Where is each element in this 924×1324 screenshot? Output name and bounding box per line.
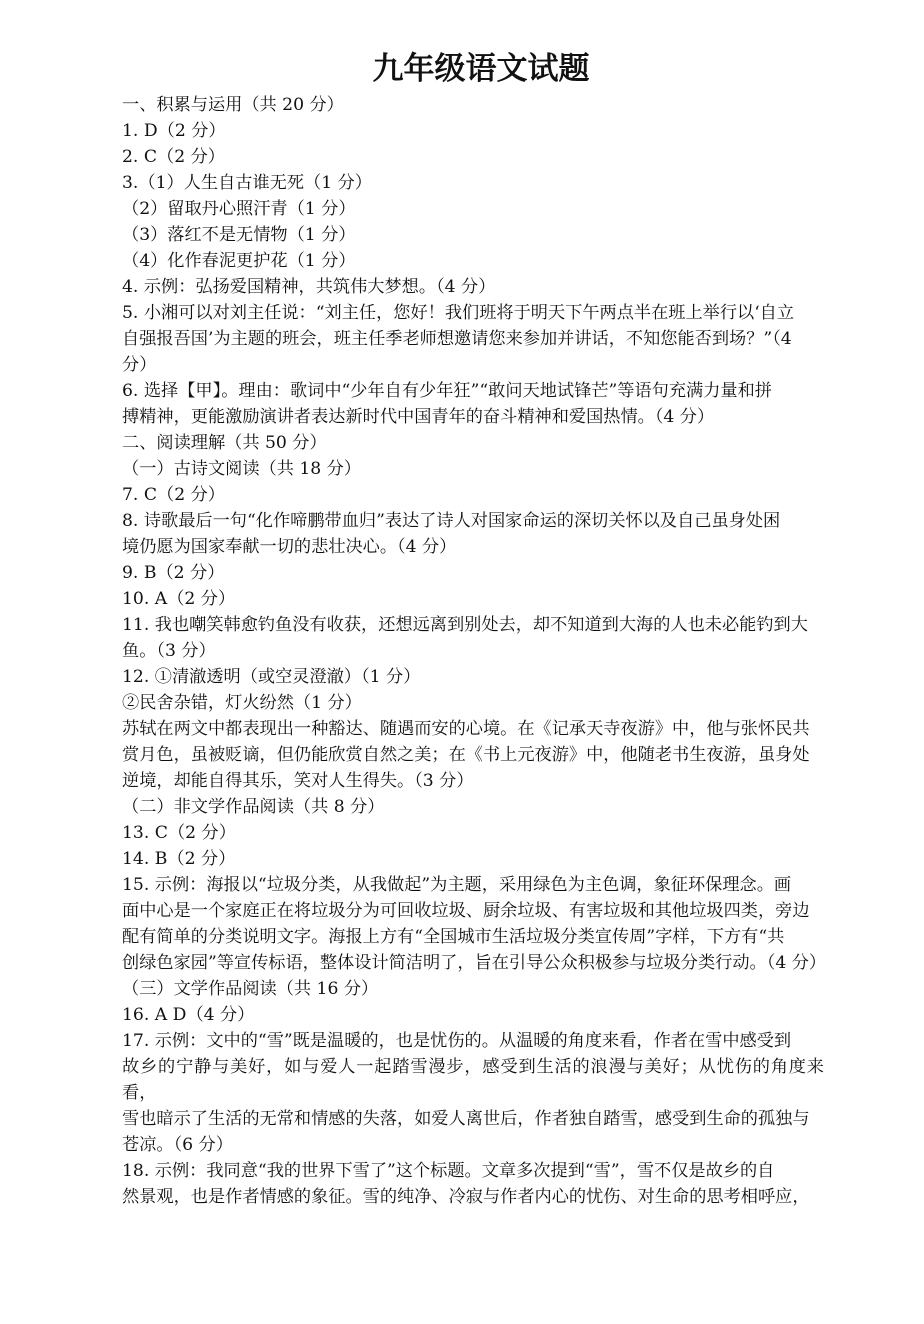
answer-line: 1. D（2 分）	[122, 121, 226, 141]
answer-line: 18. 示例：我同意“我的世界下雪了”这个标题。文章多次提到“雪”，雪不仅是故乡的自	[122, 1161, 775, 1181]
answer-line: 17. 示例：文中的“雪”既是温暖的，也是忧伤的。从温暖的角度来看，作者在雪中感受到	[122, 1031, 792, 1051]
answer-line: 面中心是一个家庭正在将垃圾分为可回收垃圾、厨余垃圾、有害垃圾和其他垃圾四类，旁边	[122, 901, 810, 921]
answer-line: ②民舍杂错，灯火纷然（1 分）	[122, 693, 362, 713]
answer-line: （一）古诗文阅读（共 18 分）	[122, 459, 362, 479]
answer-line: 苏轼在两文中都表现出一种豁达、随遇而安的心境。在《记承天寺夜游》中，他与张怀民共	[122, 719, 810, 739]
answer-line: （三）文学作品阅读（共 16 分）	[122, 979, 379, 999]
answer-line: 6. 选择【甲】。理由：歌词中“少年自有少年狂”“敢问天地试锋芒”等语句充满力量和拼	[122, 381, 772, 401]
page-title: 九年级语文试题	[372, 51, 590, 87]
answer-line: （4）化作春泥更护花（1 分）	[122, 251, 356, 271]
answer-line: 2. C（2 分）	[122, 147, 225, 167]
answer-line: 一、积累与运用（共 20 分）	[122, 95, 344, 115]
answer-line: 7. C（2 分）	[122, 485, 225, 505]
answer-line: 配有简单的分类说明文字。海报上方有“全国城市生活垃圾分类宣传周”字样，下方有“共	[122, 927, 785, 947]
answer-line: 15. 示例：海报以“垃圾分类，从我做起”为主题，采用绿色为主色调，象征环保理念。画	[122, 875, 792, 895]
answer-line: 5. 小湘可以对刘主任说：“刘主任，您好！我们班将于明天下午两点半在班上举行以‘自立	[122, 303, 795, 323]
answer-line: 搏精神，更能激励演讲者表达新时代中国青年的奋斗精神和爱国热情。（4 分）	[122, 407, 715, 427]
answer-line: 故乡的宁静与美好，如与爱人一起踏雪漫步，感受到生活的浪漫与美好；从忧伤的角度来看，	[122, 1057, 824, 1103]
answer-line: 12. ①清澈透明（或空灵澄澈）（1 分）	[122, 667, 421, 687]
answer-line: 9. B（2 分）	[122, 563, 225, 583]
answer-line: 14. B（2 分）	[122, 849, 236, 869]
answer-line: （2）留取丹心照汗青（1 分）	[122, 199, 356, 219]
answer-line: 境仍愿为国家奉献一切的悲壮决心。（4 分）	[122, 537, 457, 557]
answer-line: 逆境，却能自得其乐，笑对人生得失。（3 分）	[122, 771, 474, 791]
answer-line: 雪也暗示了生活的无常和情感的失落，如爱人离世后，作者独自踏雪，感受到生命的孤独与	[122, 1109, 810, 1129]
answer-line: 分）	[122, 355, 157, 375]
answer-line: 8. 诗歌最后一句“化作啼鹏带血归”表达了诗人对国家命运的深切关怀以及自己虽身处困	[122, 511, 781, 531]
answer-lines	[122, 92, 827, 1210]
answer-line: 10. A（2 分）	[122, 589, 236, 609]
answer-line: 自强报吾国’为主题的班会，班主任季老师想邀请您来参加并讲话，不知您能否到场？”（4	[122, 329, 792, 349]
answer-line: （二）非文学作品阅读（共 8 分）	[122, 797, 385, 817]
answer-line: 11. 我也嘲笑韩愈钓鱼没有收获，还想远离到别处去，却不知道到大海的人也未必能钓到大	[122, 615, 808, 635]
answer-line: 16. A D（4 分）	[122, 1005, 255, 1025]
answer-line: 赏月色，虽被贬谪，但仍能欣赏自然之美；在《书上元夜游》中，他随老书生夜游，虽身处	[122, 745, 810, 765]
answer-line: 二、阅读理解（共 50 分）	[122, 433, 327, 453]
answer-line: 鱼。（3 分）	[122, 641, 216, 661]
answer-line: （3）落红不是无情物（1 分）	[122, 225, 356, 245]
answer-line: 3.（1）人生自古谁无死（1 分）	[122, 173, 372, 193]
answer-line: 苍凉。（6 分）	[122, 1135, 233, 1155]
answer-line: 13. C（2 分）	[122, 823, 236, 843]
answer-line: 4. 示例：弘扬爱国精神，共筑伟大梦想。（4 分）	[122, 277, 496, 297]
answer-line: 创绿色家园”等宣传标语，整体设计简洁明了，旨在引导公众积极参与垃圾分类行动。（4 分）	[122, 953, 827, 973]
answer-line: 然景观，也是作者情感的象征。雪的纯净、冷寂与作者内心的忧伤、对生命的思考相呼应，	[122, 1187, 810, 1207]
